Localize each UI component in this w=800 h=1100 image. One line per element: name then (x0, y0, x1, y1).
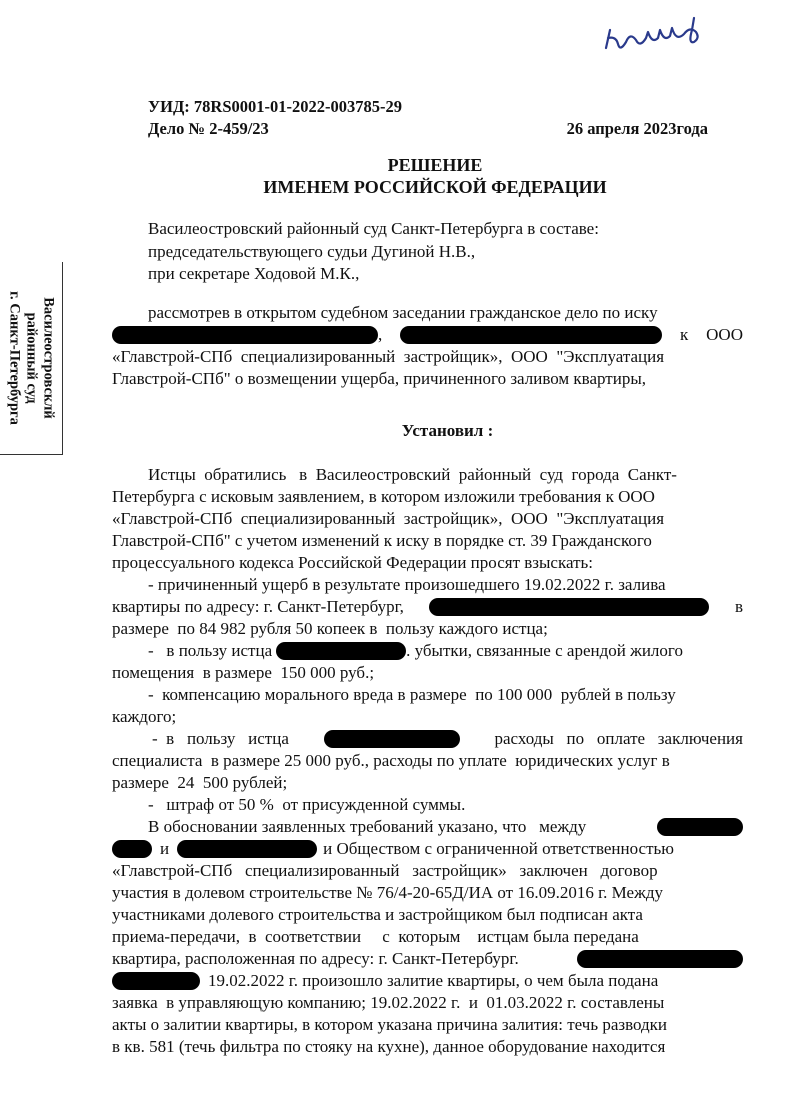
stamp-line-1: Василеостровсклй (40, 297, 57, 419)
body-line: «Главстрой-СПб специализированный застройщик», ООО "Эксплуатация (112, 509, 665, 528)
body-line: Главстрой-СПб" о возмещении ущерба, причиненного заливом квартиры, (112, 369, 646, 388)
body-line: специалиста в размере 25 000 руб., расходы по уплате юридических услуг в (112, 751, 670, 770)
body-line: Главстрой-СПб" с учетом изменений к иску в порядке ст. 39 Гражданского (112, 531, 652, 550)
handwritten-note-text: юшер (600, 8, 603, 9)
body-text: и (160, 839, 170, 858)
body-line: каждого; (112, 707, 177, 726)
court-stamp-text (6, 266, 57, 450)
section-heading: Установил : (401, 421, 494, 440)
body-text: 19.02.2022 г. произошло залитие квартиры, о чем была подана (208, 971, 659, 990)
court-line-3: при секретаре Ходовой М.К., (148, 264, 360, 283)
redaction-bar (657, 818, 743, 836)
body-line: - причиненный ущерб в результате произошедшего 19.02.2022 г. залива (148, 575, 666, 594)
redaction-bar (577, 950, 743, 968)
body-line: - компенсацию морального вреда в размере по 100 000 рублей в пользу (148, 685, 676, 704)
body-line (112, 596, 743, 618)
court-line-2: председательствующего судьи Дугиной Н.В., (148, 241, 476, 261)
redaction-bar (429, 598, 709, 616)
body-line: рассмотрев в открытом судебном заседании гражданское дело по иску (148, 303, 658, 322)
redaction-bar (112, 840, 152, 858)
redaction-bar (276, 642, 406, 660)
title-federation: ИМЕНЕМ РОССИЙСКОЙ ФЕДЕРАЦИИ (263, 177, 607, 197)
body-line: Истцы обратились в Василеостровский районный суд города Санкт- (148, 465, 677, 484)
case-number: Дело № 2-459/23 (148, 119, 269, 138)
body-text: . убытки, связанные с арендой жилого (406, 641, 683, 660)
body-line: помещения в размере 150 000 руб.; (112, 663, 375, 682)
body-text: ООО (706, 325, 743, 344)
body-line: участия в долевом строительстве № 76/4-20-65Д/ИА от 16.09.2016 г. Между (112, 883, 663, 902)
stamp-line-2: районный суд (23, 312, 40, 404)
redaction-bar (112, 972, 200, 990)
body-line: приема-передачи, в соответствии с которым истцам была передана (112, 927, 639, 946)
court-line-1: Василеостровский районный суд Санкт-Петербурга в составе: (148, 219, 599, 238)
body-line: «Главстрой-СПб специализированный застройщик», ООО "Эксплуатация (112, 347, 665, 366)
body-line: участниками долевого строительства и застройщиком был подписан акта (112, 905, 643, 924)
title-decision: РЕШЕНИЕ (387, 155, 483, 175)
body-line (112, 324, 743, 346)
handwritten-note (600, 8, 720, 60)
body-line (112, 728, 743, 750)
uid-line: УИД: 78RS0001-01-2022-003785-29 (148, 97, 402, 116)
redaction-bar (177, 840, 317, 858)
body-text: квартира, расположенная по адресу: г. Санкт-Петербург. (112, 949, 519, 968)
body-text: в (734, 597, 743, 616)
body-line: акты о залитии квартиры, в котором указана причина залития: течь разводки (112, 1015, 668, 1034)
body-text: - в пользу истца (148, 641, 273, 660)
body-line: - штраф от 50 % от присужденной суммы. (148, 795, 466, 814)
body-line: размере по 84 982 рубля 50 копеек в пользу каждого истца; (112, 619, 548, 638)
decision-date: 26 апреля 2023года (566, 119, 708, 138)
body-line (112, 816, 743, 838)
body-text: и Обществом с ограниченной ответственностью (323, 839, 674, 858)
body-line: размере 24 500 рублей; (112, 773, 288, 792)
body-line: в кв. 581 (течь фильтра по стояку на кухне), данное оборудование находится (112, 1037, 666, 1056)
body-text: квартиры по адресу: г. Санкт-Петербург, (112, 597, 404, 616)
body-text: к (680, 325, 689, 344)
body-line (112, 970, 743, 992)
body-text: - в пользу истца (152, 729, 289, 748)
court-stamp (0, 262, 63, 455)
document-body (112, 302, 743, 1058)
redaction-bar (400, 326, 662, 344)
body-line (112, 838, 743, 860)
body-line (112, 640, 743, 662)
body-line: «Главстрой-СПб специализированный застройщик» заключен договор (112, 861, 658, 880)
body-line: Петербурга с исковым заявлением, в котором изложили требования к ООО (112, 487, 655, 506)
document-title (0, 154, 800, 198)
body-text: расходы по оплате заключения (494, 729, 743, 748)
body-text: В обосновании заявленных требований указано, что между (148, 817, 587, 836)
stamp-line-3: г. Санкт-Петербурга (6, 291, 23, 425)
body-line: процессуального кодекса Российской Федерации просят взыскать: (112, 553, 593, 572)
court-composition (148, 218, 599, 286)
redaction-bar (112, 326, 378, 344)
body-text: , (378, 325, 383, 344)
body-line: заявка в управляющую компанию; 19.02.2022 г. и 01.03.2022 г. составлены (112, 993, 665, 1012)
redaction-bar (324, 730, 460, 748)
body-line (112, 948, 743, 970)
document-header (148, 96, 708, 140)
redaction-group (112, 324, 382, 346)
